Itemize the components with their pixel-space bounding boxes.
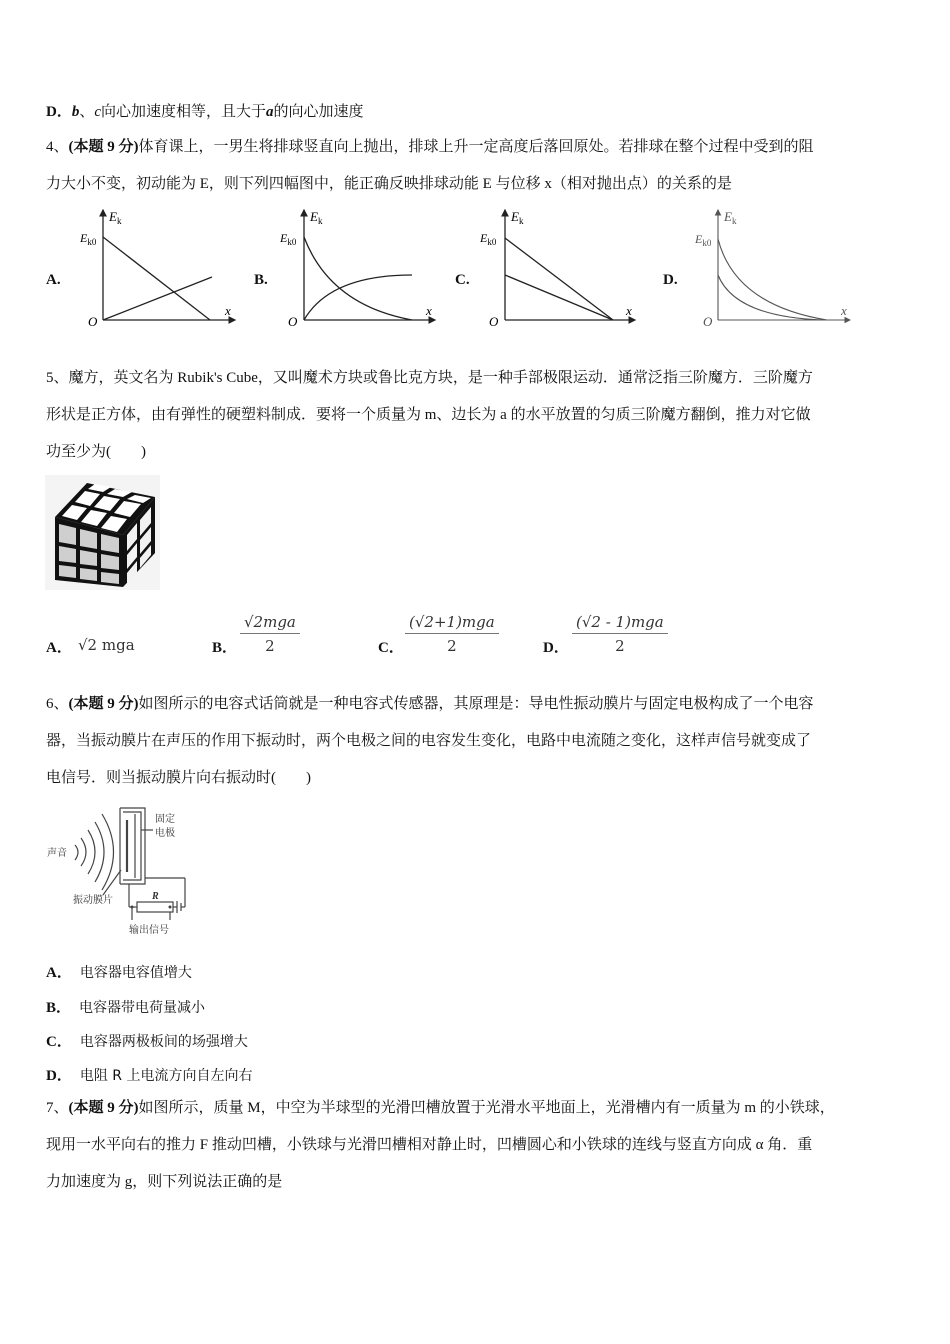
q4-graph-d <box>695 205 855 330</box>
svg-text:Ek: $E_k$ <box>109 209 122 226</box>
svg-text:固定: 固定 <box>155 814 175 825</box>
q5-option-a-expr: √2 mga <box>78 636 135 654</box>
svg-text:Ek0: $E_{k0}$ <box>80 231 97 247</box>
svg-text:振动膜片: 振动膜片 <box>73 895 113 906</box>
q4-option-c-label: C. <box>455 272 470 288</box>
q5-option-b-fraction: √2mga 2 <box>240 613 300 655</box>
svg-text:x: x <box>225 303 231 318</box>
q4-stem-line-1: 4、(本题 9 分)体育课上，一男生将排球竖直向上抛出，排球上升一定高度后落回原处。若排球在整个过程中受到的阻 <box>46 139 814 155</box>
q5-stem-line-1: 5、魔方，英文名为 Rubik's Cube，又叫魔术方块或鲁比克方块，是一种手部极限运动．通常泛指三阶魔方．三阶魔方 <box>46 370 813 386</box>
svg-text:x: x <box>626 303 632 318</box>
svg-text:电极: 电极 <box>155 828 175 839</box>
q6-stem-line-1: 6、(本题 9 分)如图所示的电容式话筒就是一种电容式传感器，其原理是：导电性振动膜片与固定电极构成了一个电容 <box>46 696 814 712</box>
q4-stem-line-2: 力大小不变，初动能为 E，则下列四幅图中，能正确反映排球动能 E 与位移 x（相对抛出点）的关系的是 <box>46 176 732 192</box>
q5-option-d-label: D． <box>543 640 569 656</box>
svg-text:Ek: $E_k$ <box>724 209 737 226</box>
q6-choice-d: D． 电阻 R 上电流方向自左向右 <box>46 1068 253 1084</box>
q6-stem-line-3: 电信号．则当振动膜片向右振动时( ) <box>46 770 311 786</box>
svg-text:Ek: $E_k$ <box>310 209 323 226</box>
q4-graph-b <box>280 205 440 330</box>
q4-graph-c <box>480 205 640 330</box>
q7-stem-line-1: 7、(本题 9 分)如图所示，质量 M，中空为半球型的光滑凹槽放置于光滑水平地面上，光滑槽内有一质量为 m 的小铁球， <box>46 1100 835 1116</box>
svg-text:声音: 声音 <box>47 848 67 859</box>
q7-stem-line-3: 力加速度为 g，则下列说法正确的是 <box>46 1174 283 1190</box>
q4-option-b-label: B. <box>254 272 268 288</box>
rubiks-cube-image <box>45 475 160 590</box>
q5-option-c-label: C． <box>378 640 404 656</box>
svg-text:x: x <box>841 303 847 318</box>
q5-stem-line-3: 功至少为( ) <box>46 444 146 460</box>
svg-text:Ek: $E_k$ <box>511 209 524 226</box>
q3-option-d: D．b、c向心加速度相等，且大于a的向心加速度 <box>46 104 364 120</box>
q7-stem-line-2: 现用一水平向右的推力 F 推动凹槽，小铁球与光滑凹槽相对静止时，凹槽圆心和小铁球的连线与竖直方向成 α 角．重 <box>46 1137 813 1153</box>
q6-choice-c: C． 电容器两极板间的场强增大 <box>46 1034 248 1050</box>
q5-option-b-label: B． <box>212 640 238 656</box>
svg-text:R: R <box>152 891 159 902</box>
q5-stem-line-2: 形状是正方体，由有弹性的硬塑料制成．要将一个质量为 m、边长为 a 的水平放置的匀质三阶魔方翻倒，推力对它做 <box>46 407 811 423</box>
q4-graph-a <box>80 205 240 330</box>
svg-text:O: O <box>88 314 98 329</box>
svg-text:Ek0: $E_{k0}$ <box>695 232 712 248</box>
svg-text:O: O <box>489 314 499 329</box>
q5-option-a-label: A． <box>46 640 72 656</box>
svg-text:x: x <box>426 303 432 318</box>
q6-choice-b: B． 电容器带电荷量减小 <box>46 1000 206 1016</box>
q6-stem-line-2: 器，当振动膜片在声压的作用下振动时，两个电极之间的电容发生变化，电路中电流随之变化，这样声信号就变成了 <box>46 733 812 749</box>
svg-text:O: O <box>703 314 713 329</box>
svg-text:Ek0: $E_{k0}$ <box>480 231 497 247</box>
q4-option-a-label: A. <box>46 272 61 288</box>
capacitor-microphone-diagram <box>45 800 205 940</box>
svg-text:O: O <box>288 314 298 329</box>
q6-choice-a: A． 电容器电容值增大 <box>46 965 192 981</box>
svg-text:输出信号: 输出信号 <box>129 925 169 936</box>
q5-option-c-fraction: (√2+1)mga 2 <box>405 613 499 655</box>
q4-option-d-label: D. <box>663 272 678 288</box>
q5-option-d-fraction: (√2 - 1)mga 2 <box>572 613 668 655</box>
svg-text:Ek0: $E_{k0}$ <box>280 231 297 247</box>
